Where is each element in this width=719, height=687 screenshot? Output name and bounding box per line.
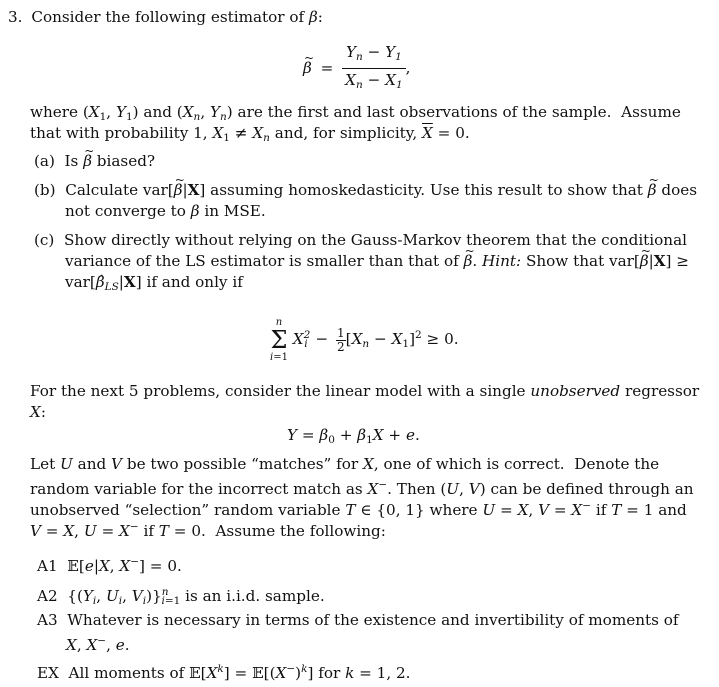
assumption-a3-line-1: A3 Whatever is necessary in terms of the existence and invertibility of moments of	[37, 611, 679, 629]
assumption-a3-line-2: X, X−, e.	[66, 635, 130, 654]
half-fraction: $\frac{1}{2}$	[337, 325, 345, 354]
assumption-a2: A2 {($Y_i$, $U_i$, $V_i)\}^n_{i=1}$ is an i.i.d. sample.	[37, 586, 325, 607]
sum-symbol: n Σ i=1	[270, 317, 288, 363]
condition-equation: n Σ i=1 $X^2_i$ − $\frac{1}{2}$ $[X_n - X_1]^2 \ge 0$.	[270, 317, 459, 363]
part-b-line-1: (b) Calculate var[~ β|X] assuming homoskedasticity. Use this result to show that ~ β does	[34, 180, 697, 200]
para-line-1: Let U and V be two possible “matches” for X, one of which is correct. Denote the	[30, 455, 660, 473]
problem-intro: 3. Consider the following estimator of β:	[8, 8, 323, 26]
where-line-1: where ($X_1$, $Y_1$) and ($X_n$, $Y_n$) are the first and last observations of the sample. Assume	[30, 103, 681, 123]
model-equation: $Y = \beta_0 + \beta_1X + e$.	[287, 426, 420, 446]
part-c-line-1: (c) Show directly without relying on the Gauss-Markov theorem that the conditional	[34, 231, 687, 249]
estimator-equation: ~ β = $\frac{Y_n - Y_1}{X_n - X_1}$ ,	[303, 41, 410, 96]
where-line-2: that with probability 1, $X_1 \ne X_n$ and, for simplicity, $\overline{X} = 0$.	[30, 124, 470, 144]
para-line-3: unobserved “selection” random variable T ∈ {0, 1} where U = X, V = X− if T = 1 and	[30, 500, 687, 519]
assumption-ex: EX All moments of $𝔼[X^k]$ = $𝔼[(X^-)^k]$ for k = 1, 2.	[37, 663, 411, 682]
estimator-fraction: $\frac{Y_n - Y_1}{X_n - X_1}$	[342, 41, 405, 96]
model-line-1: For the next 5 problems, consider the linear model with a single unobserved regressor	[30, 382, 700, 400]
part-c-line-3: $var[\betâ_{LS}|X]$ if and only if	[65, 273, 243, 293]
problem-number: 3.	[8, 8, 23, 26]
part-c-line-2: variance of the LS estimator is smaller than that of ~ β. Hint: Show that var[~ β|X] ≥	[65, 251, 689, 271]
para-line-4: V = X, U = X− if T = 0. Assume the following:	[30, 521, 386, 540]
beta-tilde: ~ β	[303, 45, 312, 91]
model-line-2: X:	[30, 403, 46, 421]
para-line-2: random variable for the incorrect match as X−. Then (U, V) can be defined through an	[30, 479, 694, 498]
part-b-line-2: not converge to β in MSE.	[65, 202, 266, 220]
assumption-a1: A1 𝔼[e|X, X−] = 0.	[37, 556, 182, 575]
part-a: (a) Is ~ β biased?	[34, 151, 155, 171]
